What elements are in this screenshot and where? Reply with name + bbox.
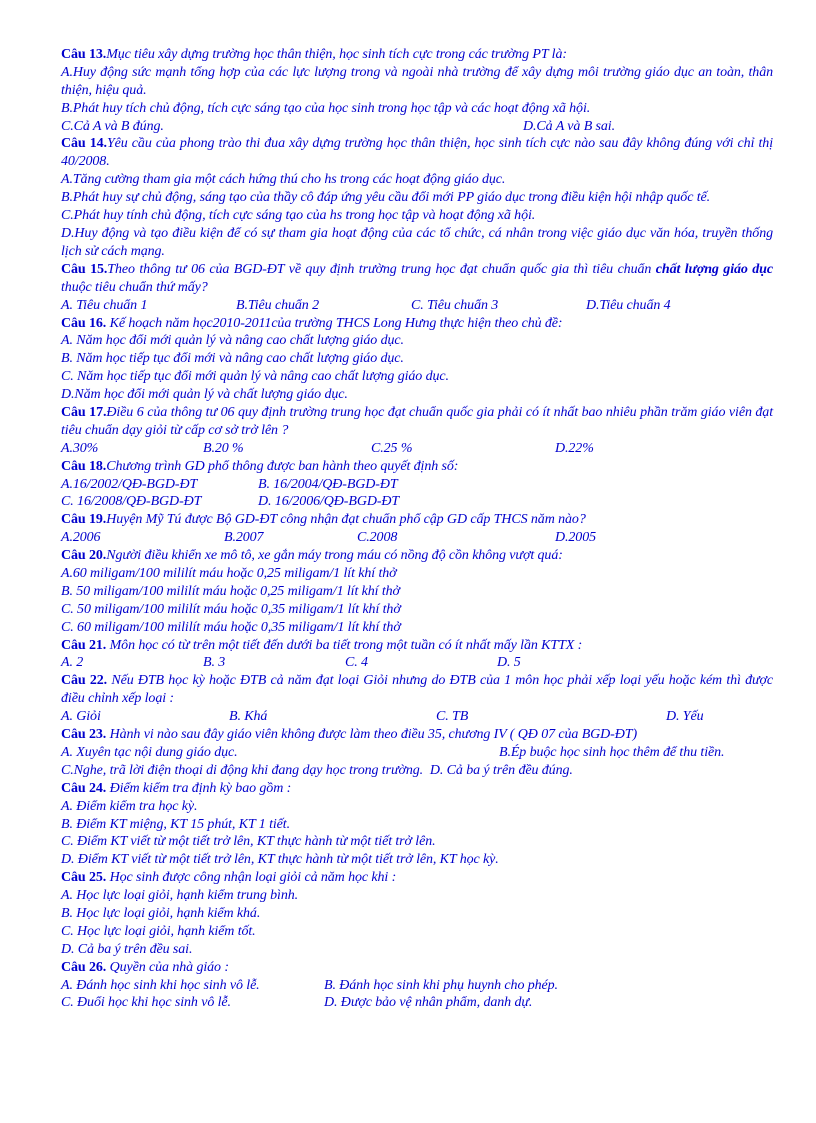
- option-d: D. 16/2006/QĐ-BGD-ĐT: [258, 494, 400, 510]
- options-row: [61, 654, 773, 672]
- option-b: B.20 %: [203, 440, 244, 456]
- option-a: A.30%: [61, 440, 99, 456]
- question-16: [61, 315, 773, 333]
- question-15: [61, 261, 773, 297]
- question-17: [61, 404, 773, 440]
- option-d: D. Điểm KT viết từ một tiết trở lên, KT thực hành từ một tiết trở lên, KT học kỳ.: [61, 852, 499, 868]
- question-text: Học sinh được công nhận loại giỏi cả năm học khi :: [106, 870, 397, 886]
- question-number: Câu 15.: [61, 261, 108, 277]
- document-page: [61, 46, 773, 1012]
- question-text-end: thuộc tiêu chuẩn thứ mấy?: [61, 279, 208, 295]
- option-a: A. Xuyên tạc nội dung giáo dục.: [61, 744, 238, 760]
- option-d: D.Năm học đổi mới quản lý và chất lượng giáo dục.: [61, 387, 348, 403]
- question-text: Chương trình GD phổ thông được ban hành theo quyết định số:: [106, 458, 459, 474]
- option-c: C. Điểm KT viết từ một tiết trở lên, KT thực hành từ một tiết trở lên.: [61, 834, 436, 850]
- option-c: C. 4: [345, 655, 368, 671]
- option-a: A. Học lực loại giỏi, hạnh kiểm trung bình.: [61, 888, 299, 904]
- option-a: A. Giỏi: [61, 709, 101, 725]
- question-number: Câu 13.: [61, 47, 107, 62]
- option-b: B.Phát huy tích chủ động, tích cực sáng tạo của học sinh trong học tập và các hoạt động xã hội.: [61, 100, 591, 116]
- option-b: B.Ép buộc học sinh học thêm để thu tiền.: [499, 744, 725, 760]
- options-row: [61, 708, 773, 726]
- option-b: B. Học lực loại giỏi, hạnh kiểm khá.: [61, 905, 261, 921]
- option-b: B. Năm học tiếp tục đổi mới và nâng cao chất lượng giáo dục.: [61, 351, 404, 367]
- option-d: D. Cả ba ý trên đều sai.: [61, 941, 193, 957]
- option-c: C. 16/2008/QĐ-BGD-ĐT: [61, 494, 202, 510]
- question-text: Kế hoạch năm học2010-2011của trường THCS Long Hưng thực hiện theo chủ đề:: [106, 315, 563, 331]
- options-row: [61, 440, 773, 458]
- option-a: A. 2: [61, 655, 84, 671]
- option-c: C.2008: [357, 530, 398, 546]
- option-a: A.2006: [61, 530, 101, 546]
- option-d: D.Huy động và tạo điều kiện để có sự tham gia hoạt động của các tổ chức, cá nhân trong việc giáo dục văn hóa, truyền thống lịch sử cách mạng.: [61, 225, 773, 259]
- question-22: [61, 672, 773, 708]
- question-number: Câu 18.: [61, 458, 107, 474]
- option-a: A. Đánh học sinh khi học sinh vô lễ.: [61, 977, 260, 993]
- option-b: B. 50 miligam/100 mililít máu hoặc 0,25 miligam/1 lít khí thở: [61, 583, 400, 599]
- option-c: C. Năm học tiếp tục đổi mới quản lý và nâng cao chất lượng giáo dục.: [61, 369, 449, 385]
- option-c: C.25 %: [371, 440, 413, 456]
- question-text-emphasis: chất lượng giáo dục: [655, 261, 773, 277]
- question-number: Câu 17.: [61, 404, 107, 420]
- question-text: Hành vi nào sau đây giáo viên không được làm theo điều 35, chương IV ( QĐ 07 của BGD-ĐT): [106, 727, 638, 743]
- options-ab: [61, 476, 773, 494]
- question-number: Câu 22.: [61, 673, 108, 689]
- option-a: A. Năm học đổi mới quản lý và nâng cao chất lượng giáo dục.: [61, 333, 404, 349]
- options-cd: [61, 118, 773, 136]
- option-d: D.Tiêu chuẩn 4: [586, 297, 671, 313]
- options-ab: [61, 977, 773, 995]
- option-c: C. 50 miligam/100 mililít máu hoặc 0,35 miligam/1 lít khí thở: [61, 601, 401, 617]
- question-text: Điểm kiểm tra định kỳ bao gồm :: [106, 780, 292, 796]
- question-text: Quyền của nhà giáo :: [106, 959, 229, 975]
- options-row: [61, 529, 773, 547]
- option-b: B.Phát huy sự chủ động, sáng tạo của thầy cô đáp ứng yêu cầu đổi mới PP giáo dục trong điều kiện hội nhập quốc tế.: [61, 190, 711, 206]
- option-c: C. TB: [436, 709, 469, 725]
- option-d: C. 60 miligam/100 mililít máu hoặc 0,35 miligam/1 lít khí thở: [61, 619, 401, 635]
- options-cd: [61, 493, 773, 511]
- question-24: [61, 780, 773, 798]
- option-b: B.Tiêu chuẩn 2: [236, 297, 319, 313]
- options-row: [61, 297, 773, 315]
- question-26: [61, 959, 773, 977]
- question-text: Huyện Mỹ Tú được Bộ GD-ĐT công nhận đạt chuẩn phổ cập GD cấp THCS năm nào?: [106, 512, 586, 528]
- option-c: C. Tiêu chuẩn 3: [411, 297, 499, 313]
- option-c: C.Phát huy tính chủ động, tích cực sáng tạo của hs trong học tập và hoạt động xã hội.: [61, 208, 536, 224]
- question-number: Câu 20.: [61, 548, 107, 564]
- question-text: Nếu ĐTB học kỳ hoặc ĐTB cả năm đạt loại Giỏi nhưng do ĐTB của 1 môn học phải xếp loại yếu hoặc kém thì được điều chỉnh xếp loại :: [61, 673, 774, 707]
- question-text: Mục tiêu xây dựng trường học thân thiện, học sinh tích cực trong các trường PT là:: [106, 47, 567, 62]
- option-d: D.22%: [555, 440, 594, 456]
- option-b: B. Khá: [229, 709, 268, 725]
- option-a: A.Huy động sức mạnh tổng hợp của các lực lượng trong và ngoài nhà trường để xây dựng môi trường giáo dục an toàn, thân thiện, hiệu quả.: [61, 64, 773, 98]
- option-d: D. Cả ba ý trên đều đúng.: [429, 762, 573, 778]
- question-text: Môn học có từ trên một tiết đến dưới ba tiết trong một tuần có ít nhất mấy lần KTTX :: [106, 637, 583, 653]
- option-d: D.Cả A và B sai.: [523, 118, 615, 134]
- option-a: A.Tăng cường tham gia một cách hứng thú cho hs trong các hoạt động giáo dục.: [61, 172, 506, 188]
- question-14: [61, 135, 773, 171]
- option-c: C. Đuổi học khi học sinh vô lễ.: [61, 995, 231, 1011]
- question-number: Câu 14.: [61, 136, 107, 152]
- question-text: Người điều khiển xe mô tô, xe gắn máy trong máu có nồng độ cồn không vượt quá:: [106, 548, 563, 564]
- question-text: Theo thông tư 06 của BGD-ĐT về quy định trường trung học đạt chuẩn quốc gia thì tiêu chuẩn: [107, 261, 656, 277]
- question-number: Câu 21.: [61, 637, 107, 653]
- question-number: Câu 19.: [61, 512, 107, 528]
- option-b: B.2007: [224, 530, 264, 546]
- question-number: Câu 16.: [61, 315, 107, 331]
- option-d: D.2005: [555, 530, 597, 546]
- question-19: [61, 511, 773, 529]
- question-text: Điều 6 của thông tư 06 quy định trường trung học đạt chuẩn quốc gia phải có ít nhất bao nhiêu phần trăm giáo viên đạt tiêu chuẩn dạy giỏi từ cấp cơ sở trở lên ?: [61, 404, 773, 438]
- options-cd: [61, 762, 773, 780]
- question-23: [61, 726, 773, 744]
- option-c: C.Nghe, trã lời điện thoại di động khi đang dạy học trong trường.: [61, 762, 424, 778]
- question-25: [61, 869, 773, 887]
- option-b: B. Đánh học sinh khi phụ huynh cho phép.: [324, 977, 558, 993]
- question-text: Yêu cầu của phong trào thi đua xây dựng trường học thân thiện, học sinh tích cực nào sau đây không đúng với chỉ thị 40/2008.: [61, 136, 773, 170]
- option-c: C. Học lực loại giỏi, hạnh kiểm tốt.: [61, 923, 256, 939]
- option-b: B. 16/2004/QĐ-BGD-ĐT: [258, 476, 398, 492]
- option-d: D. Được bảo vệ nhân phẩm, danh dự.: [324, 995, 533, 1011]
- question-number: Câu 23.: [61, 727, 107, 743]
- question-number: Câu 26.: [61, 959, 107, 975]
- question-number: Câu 25.: [61, 870, 107, 886]
- option-a: A. Tiêu chuẩn 1: [61, 297, 148, 313]
- option-b: B. Điểm KT miệng, KT 15 phút, KT 1 tiết.: [61, 816, 290, 832]
- option-d: D. Yếu: [666, 709, 704, 725]
- option-a: A.60 miligam/100 mililít máu hoặc 0,25 miligam/1 lít khí thở: [61, 566, 397, 581]
- option-b: B. 3: [203, 655, 226, 671]
- option-a: A. Điểm kiểm tra học kỳ.: [61, 798, 198, 814]
- question-number: Câu 24.: [61, 780, 107, 796]
- question-18: [61, 458, 773, 476]
- option-c: C.Cả A và B đúng.: [61, 118, 164, 134]
- options-ab: [61, 744, 773, 762]
- question-20: [61, 547, 773, 565]
- option-a: A.16/2002/QĐ-BGD-ĐT: [61, 476, 198, 492]
- option-d: D. 5: [497, 655, 521, 671]
- options-cd: [61, 994, 773, 1012]
- question-21: [61, 637, 773, 655]
- question-13: [61, 46, 773, 64]
